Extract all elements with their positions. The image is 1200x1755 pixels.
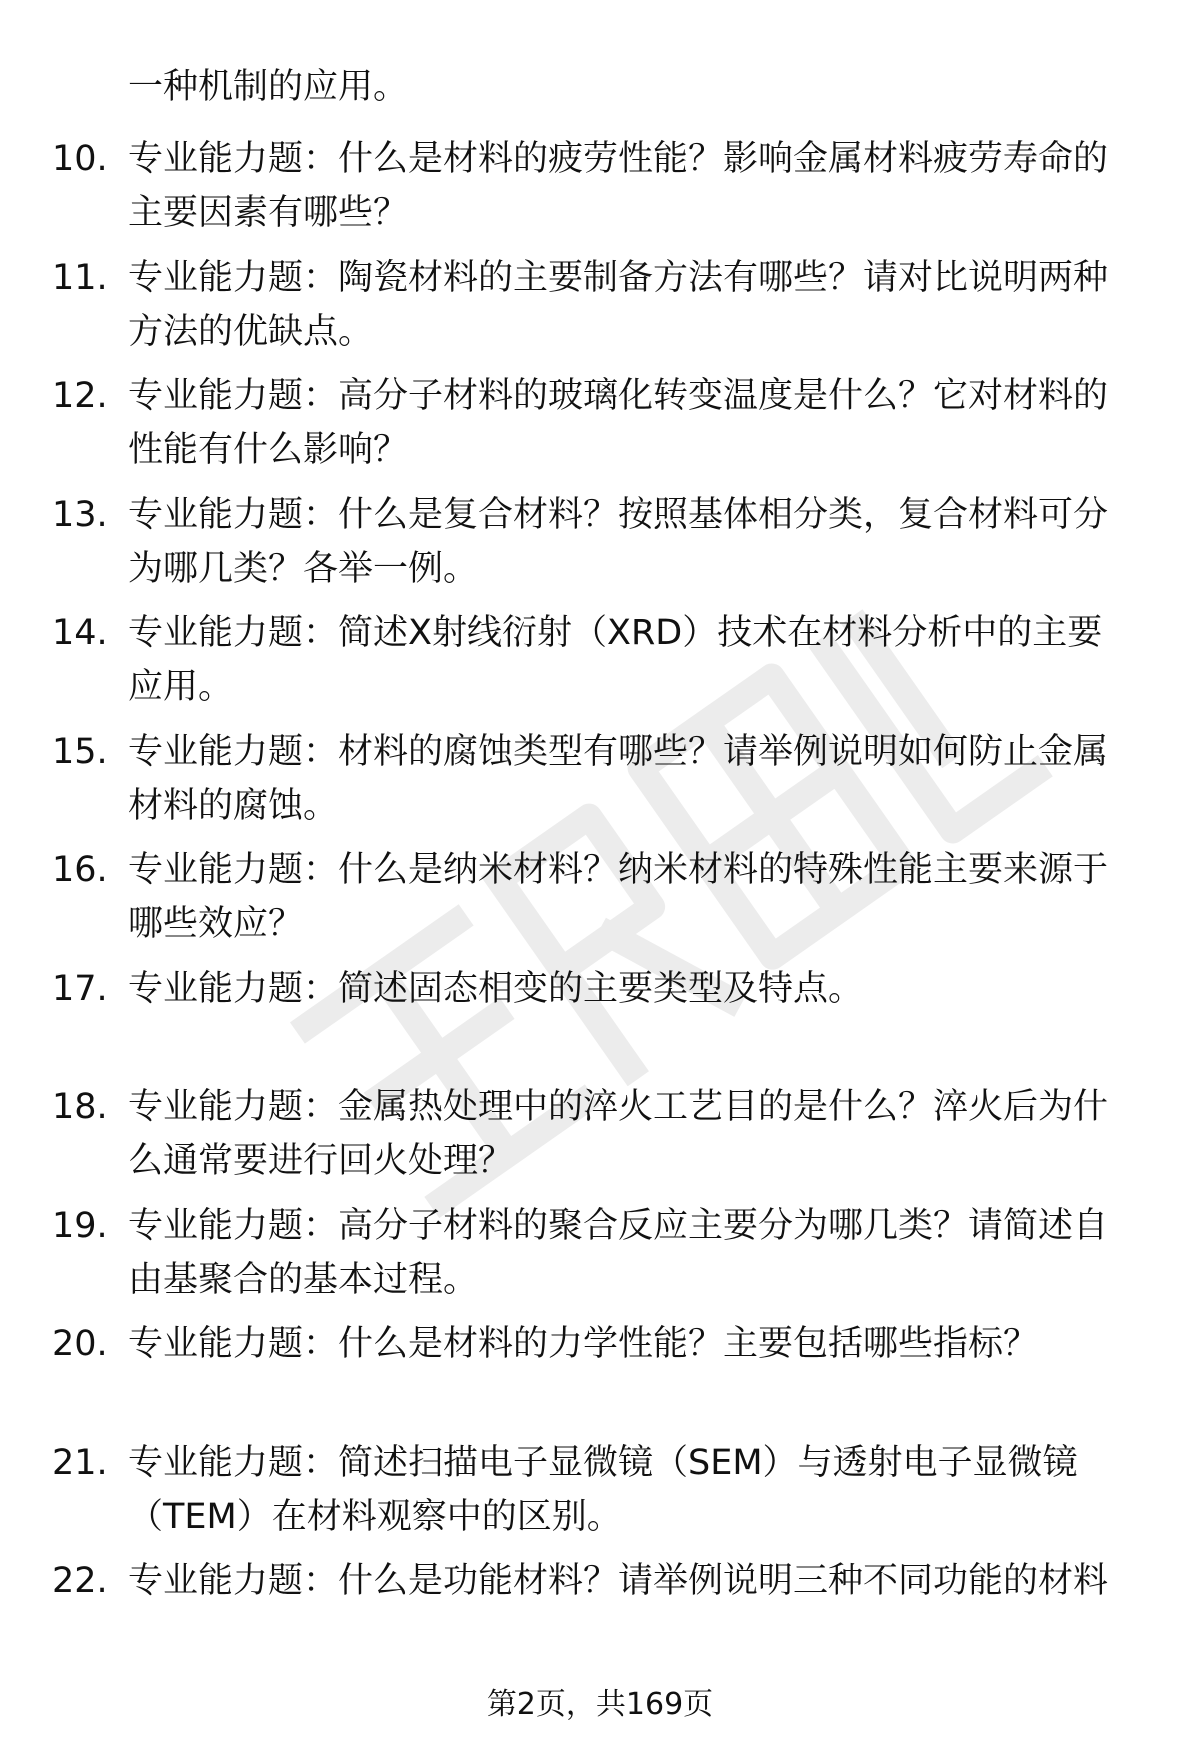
question-text-line: 么通常要进行回火处理？ [128, 1141, 514, 1181]
question-item [0, 251, 1200, 359]
question-text-line: 专业能力题：什么是材料的力学性能？主要包括哪些指标？ [128, 1324, 1039, 1364]
question-text-line: 专业能力题：什么是材料的疲劳性能？影响金属材料疲劳寿命的 [128, 139, 1109, 179]
continuation-text: 一种机制的应用。 [128, 67, 409, 107]
question-text [128, 606, 1138, 714]
question-text-line: 由基聚合的基本过程。 [128, 1259, 479, 1300]
question-text-line: 专业能力题：简述扫描电子显微镜（SEM）与透射电子显微镜 [128, 1442, 1078, 1483]
question-item [0, 1554, 1200, 1662]
question-number: 15. [52, 731, 108, 772]
question-item [0, 962, 1200, 1070]
question-number: 14. [52, 613, 108, 653]
question-text-line: 专业能力题：简述固态相变的主要类型及特点。 [128, 968, 864, 1009]
question-text-line: 材料的腐蚀。 [128, 785, 339, 826]
question-text [128, 725, 1138, 833]
question-text [128, 1436, 1138, 1544]
question-number: 21. [52, 1442, 108, 1483]
question-text [128, 1554, 1138, 1608]
question-text [128, 369, 1138, 477]
question-text-line: 应用。 [128, 667, 234, 707]
question-item [0, 132, 1200, 240]
question-text-line: 专业能力题：什么是复合材料？按照基体相分类，复合材料可分 [128, 494, 1109, 535]
question-text-line: 专业能力题：简述X射线衍射（XRD）技术在材料分析中的主要 [128, 613, 1103, 653]
question-number: 10. [52, 139, 108, 179]
question-item [0, 843, 1200, 951]
question-text [128, 488, 1138, 596]
question-item [0, 1317, 1200, 1425]
question-text-line: 专业能力题：什么是纳米材料？纳米材料的特殊性能主要来源于 [128, 850, 1109, 890]
question-text-line: 专业能力题：陶瓷材料的主要制备方法有哪些？请对比说明两种 [128, 257, 1109, 298]
question-item [0, 488, 1200, 596]
question-text-line: 专业能力题：高分子材料的玻璃化转变温度是什么？它对材料的 [128, 376, 1109, 416]
question-item [0, 1199, 1200, 1307]
question-number: 22. [52, 1561, 108, 1601]
question-text [128, 251, 1138, 359]
question-number: 12. [52, 376, 108, 416]
question-text [128, 1080, 1138, 1188]
question-number: 19. [52, 1205, 108, 1246]
question-text-line: 性能有什么影响？ [128, 430, 409, 470]
question-text-line: （TEM）在材料观察中的区别。 [128, 1496, 622, 1537]
question-text [128, 132, 1138, 240]
question-item [0, 369, 1200, 477]
question-number: 13. [52, 494, 108, 535]
question-text [128, 843, 1138, 951]
question-text-line: 专业能力题：什么是功能材料？请举例说明三种不同功能的材料 [128, 1561, 1109, 1601]
question-text-line: 主要因素有哪些？ [128, 193, 409, 233]
question-number: 20. [52, 1324, 108, 1364]
question-text-line: 哪些效应？ [128, 904, 304, 944]
question-number: 17. [52, 968, 108, 1009]
question-number: 11. [52, 257, 108, 298]
question-number: 16. [52, 850, 108, 890]
page-footer: 第2页，共169页 [486, 1687, 714, 1722]
question-text [128, 1199, 1138, 1307]
question-number: 18. [52, 1087, 108, 1127]
question-text-line: 专业能力题：材料的腐蚀类型有哪些？请举例说明如何防止金属 [128, 731, 1109, 772]
question-item [0, 1436, 1200, 1544]
question-text-line: 方法的优缺点。 [128, 311, 374, 352]
question-text [128, 962, 1138, 1016]
question-text-line: 专业能力题：金属热处理中的淬火工艺目的是什么？淬火后为什 [128, 1087, 1109, 1127]
question-text-line: 为哪几类？各举一例。 [128, 548, 479, 589]
question-item [0, 725, 1200, 833]
question-item [0, 1080, 1200, 1188]
question-text-line: 专业能力题：高分子材料的聚合反应主要分为哪几类？请简述自 [128, 1205, 1109, 1246]
question-text [128, 1317, 1138, 1371]
question-item [0, 606, 1200, 714]
